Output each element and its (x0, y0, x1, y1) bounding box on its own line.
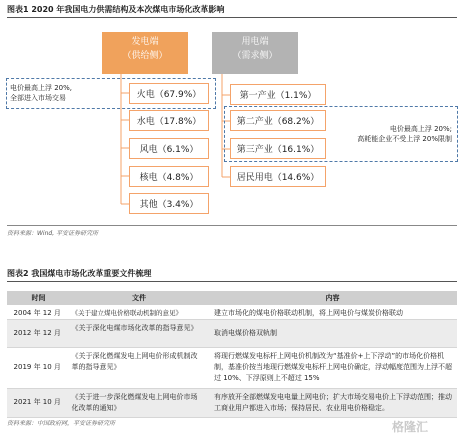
demand-item-tertiary: 第三产业（16.1%） (230, 138, 326, 159)
row-document: 《关于进一步深化燃煤发电上网电价市场化改革的通知》 (71, 393, 198, 412)
row-content: 有序放开全部燃煤发电电量上网电价；扩大市场交易电价上下浮动范围；推动工商业用户都进入市场；保持居民、农业用电价格稳定。 (213, 393, 452, 412)
right-note (334, 124, 452, 144)
supply-header-line1: 发电端 (131, 37, 159, 47)
demand-item-secondary: 第二产业（68.2%） (230, 110, 326, 131)
demand-header-line2: （需求侧） (232, 51, 278, 61)
demand-header-line1: 用电端 (241, 37, 269, 47)
demand-item-residential: 居民用电（14.6%） (230, 166, 326, 187)
row-document: 《关于建立煤电价格联动机制的意见》 (71, 309, 182, 317)
row-time: 2019 年 10 月 (13, 363, 61, 371)
row-document: 《关于深化燃煤发电上网电价形成机制改革的指导意见》 (71, 352, 198, 371)
table-row (7, 348, 457, 389)
row-time: 2012 年 12 月 (13, 329, 61, 337)
figure1-title: 图表1 2020 年我国电力供需结构及本次煤电市场化改革影响 (7, 5, 225, 14)
supply-item-wind: 风电（6.1%） (129, 138, 209, 159)
col-header-document: 文件 (132, 294, 146, 302)
demand-item-primary: 第一产业（1.1%） (230, 84, 326, 105)
row-time: 2004 年 12 月 (13, 309, 61, 317)
supply-item-other: 其他（3.4%） (129, 193, 209, 214)
document-table (7, 291, 457, 418)
supply-item-thermal: 火电（67.9%） (129, 83, 209, 104)
figure2-source: 资料来源：中国政府网，平安证券研究所 (7, 420, 116, 427)
figure1-source: 资料来源：Wind, 平安证券研究所 (7, 230, 99, 237)
row-document: 《关于深化电煤市场化改革的指导意见》 (71, 324, 198, 332)
table-row (7, 389, 457, 418)
supply-item-nuclear: 核电（4.8%） (129, 166, 209, 187)
supply-header-line2: （供给侧） (122, 51, 168, 61)
left-note-line2: 全部进入市场交易 (10, 94, 66, 102)
col-header-time: 时间 (31, 294, 46, 302)
row-time: 2021 年 10 月 (13, 398, 61, 406)
right-note-line1: 电价最高上浮 20%; (389, 125, 452, 133)
watermark-logo: 格隆汇 (392, 420, 429, 434)
row-content: 建立市场化的煤电价格联动机制，将上网电价与煤炭价格联动 (213, 309, 403, 317)
figure1-bottom-rule (7, 225, 457, 226)
row-content: 将现行燃煤发电标杆上网电价机制改为“基准价+上下浮动”的市场化价格机制，基准价按当地现行燃煤发电标杆上网电价确定，浮动幅度范围为上浮不超过 10%、下浮原则上不超过 15% (213, 352, 452, 382)
row-content: 取消电煤价格双轨制 (213, 329, 277, 337)
table-header (7, 291, 457, 305)
table-row (7, 320, 457, 348)
left-note (10, 83, 72, 103)
figure2-top-rule (7, 281, 457, 282)
figure2-title: 图表2 我国煤电市场化改革重要文件梳理 (7, 269, 152, 278)
right-note-line2: 高耗能企业不受上浮 20%限制 (357, 135, 452, 143)
table-row (7, 305, 457, 320)
left-note-line1: 电价最高上浮 20%, (10, 84, 73, 92)
supply-item-hydro: 水电（17.8%） (129, 110, 209, 131)
col-header-content: 内容 (325, 294, 340, 302)
